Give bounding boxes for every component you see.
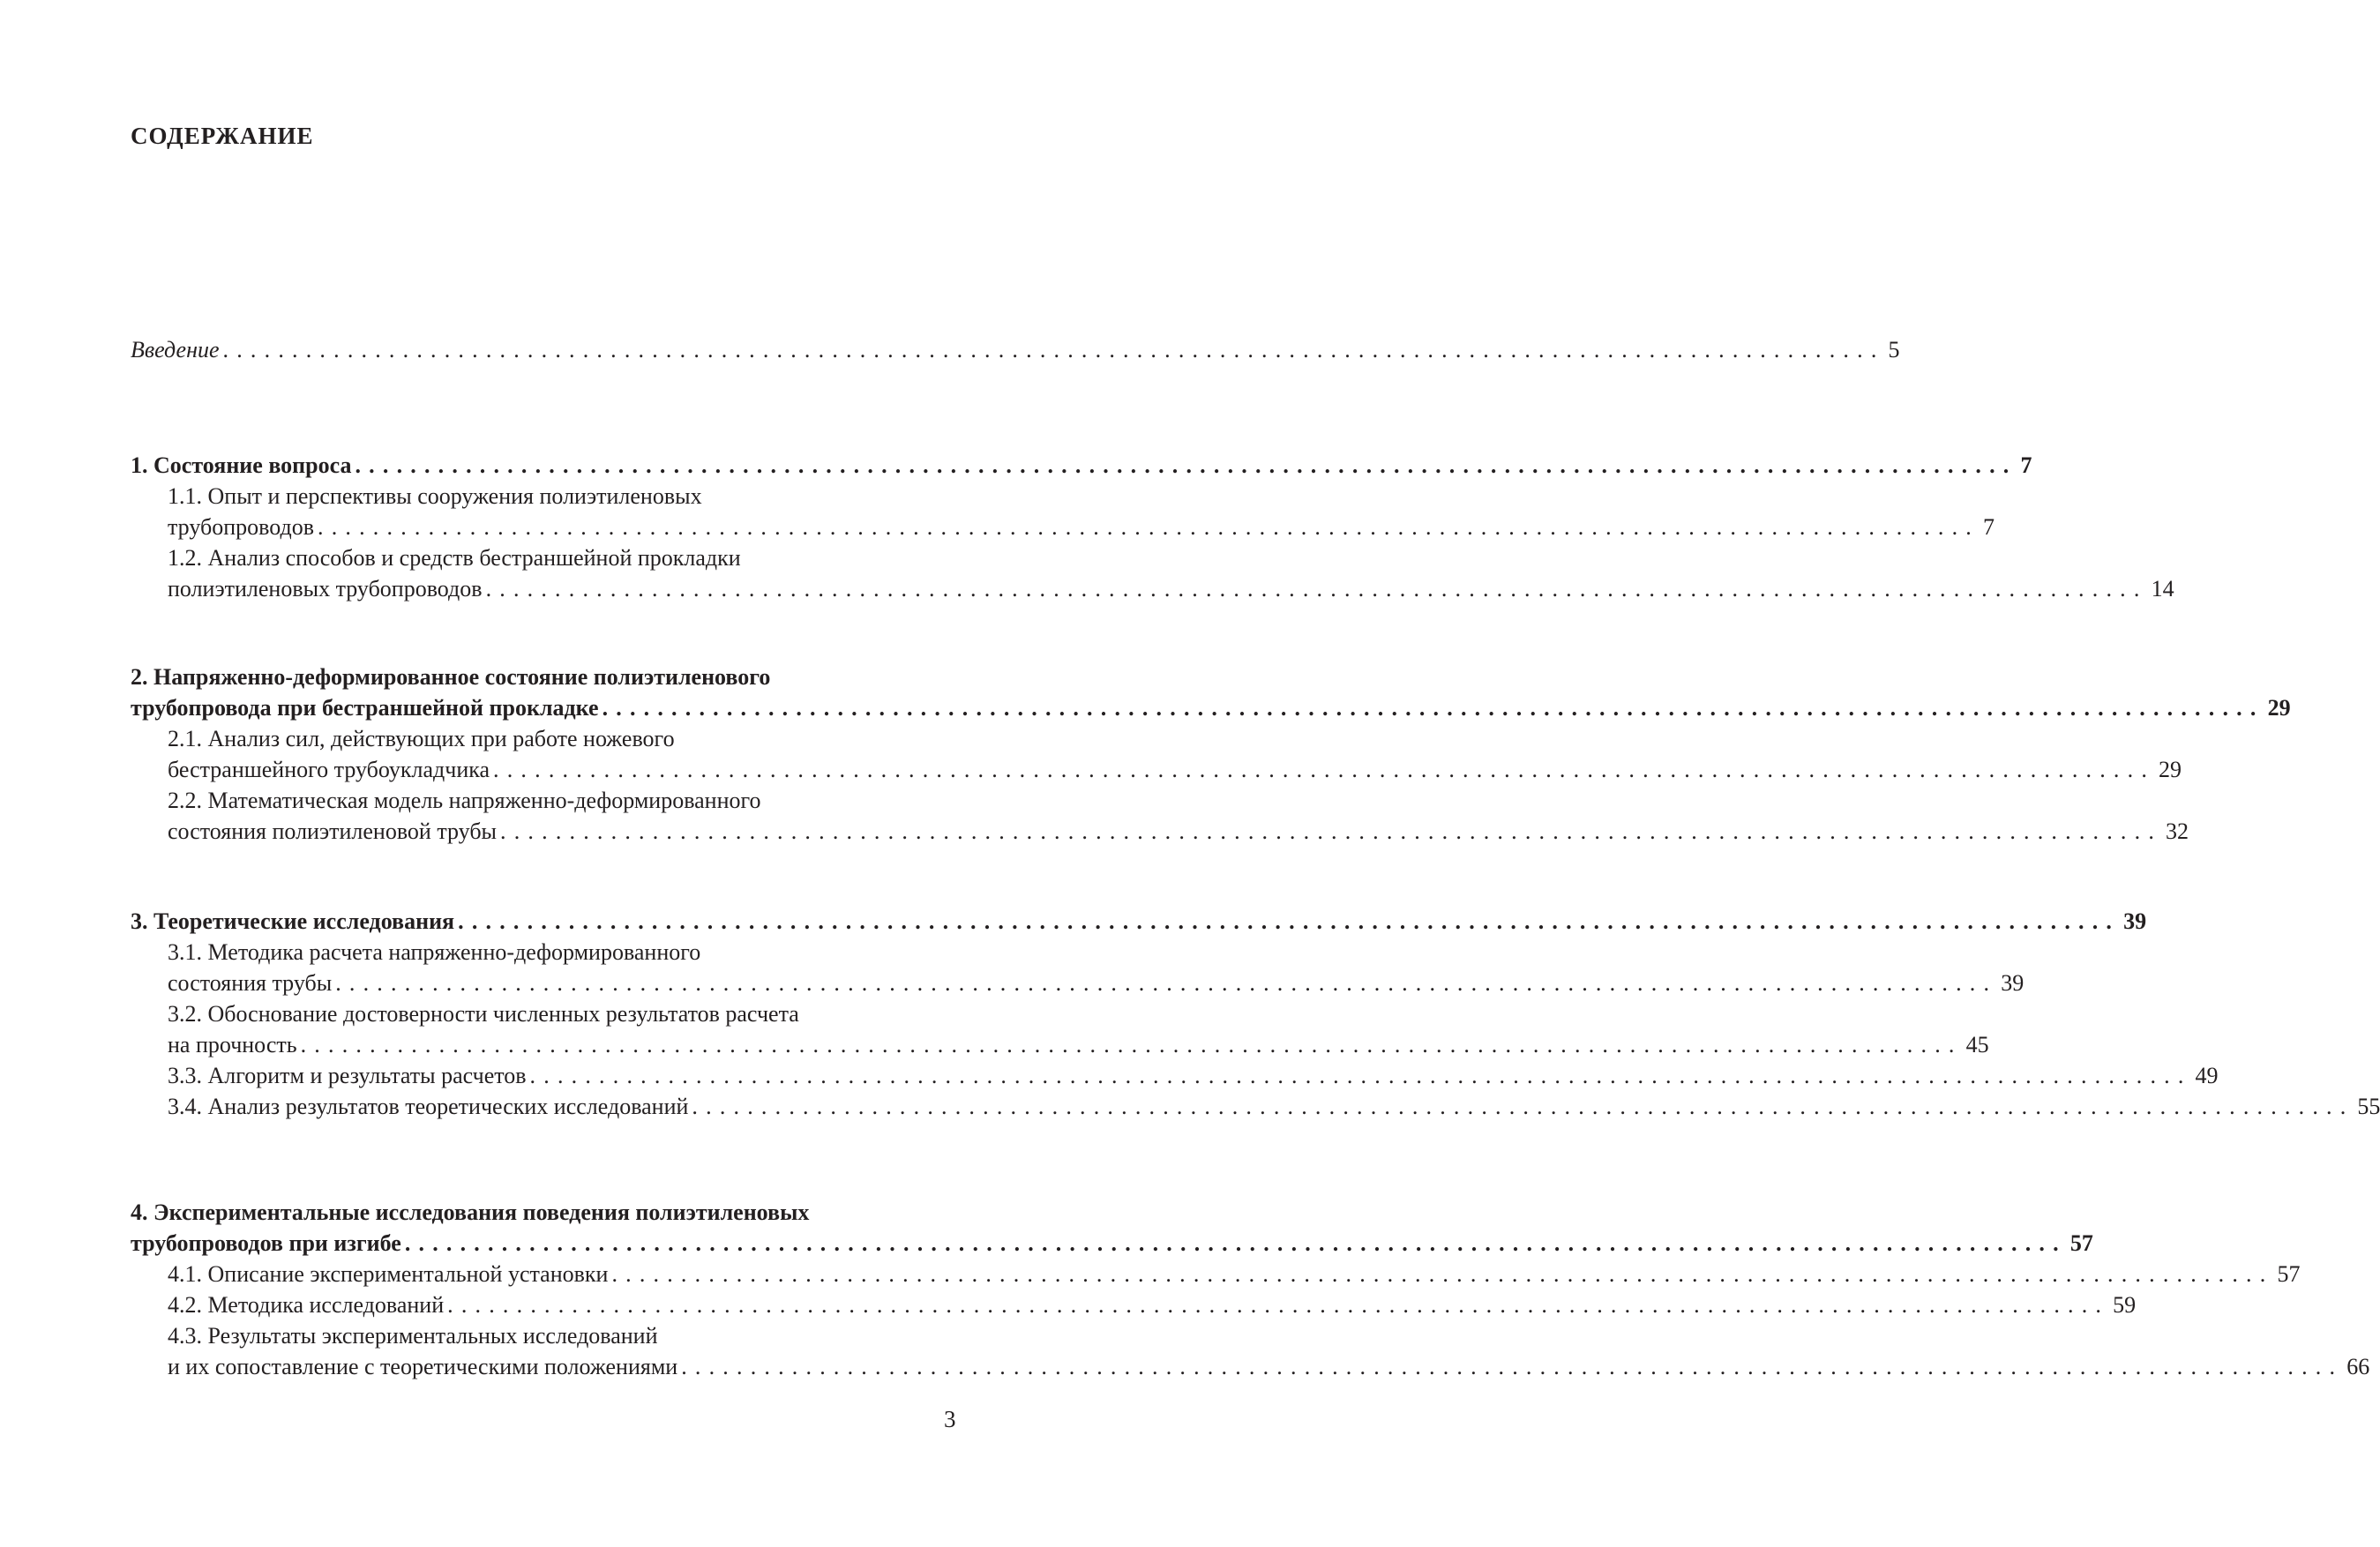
dot-leader: ........................................................................................................................ xyxy=(355,452,2017,478)
toc-entry-label: трубопроводов при изгибе xyxy=(131,1230,401,1256)
toc-entry-label: полиэтиленовых трубопроводов xyxy=(168,576,483,602)
toc-entry-2-1-line-2[interactable] xyxy=(131,754,2182,785)
toc-section-1 xyxy=(131,450,2174,604)
toc-page-number: 55 xyxy=(2357,1094,2380,1119)
toc-entry-intro[interactable] xyxy=(131,334,1900,365)
toc-entry-label: состояния полиэтиленовой трубы xyxy=(168,818,498,844)
dot-leader: ........................................................................................................................ xyxy=(529,1063,2192,1088)
toc-page-number: 39 xyxy=(2123,908,2147,934)
toc-entry-label: 1.2. Анализ способов и средств бестраншейной прокладки xyxy=(168,545,741,571)
toc-entry-label: 2.1. Анализ сил, действующих при работе ножевого xyxy=(168,726,675,751)
toc-entry-label: 2. Напряженно-деформированное состояние полиэтиленового xyxy=(131,664,771,690)
dot-leader: ........................................................................................................................ xyxy=(692,1094,2354,1119)
toc-entry-1-1-line-1[interactable] xyxy=(131,481,965,512)
toc-page-number: 49 xyxy=(2195,1063,2219,1088)
toc-entry-4-3-line-1[interactable] xyxy=(131,1320,965,1351)
page-number: 3 xyxy=(944,1406,956,1432)
dot-leader: ........................................................................................................................ xyxy=(404,1230,2067,1256)
toc-entry-3-1-line-2[interactable] xyxy=(131,968,2024,998)
toc-entry-1-2-line-2[interactable] xyxy=(131,573,2174,604)
dot-leader: ........................................................................................................................ xyxy=(500,818,2163,844)
toc-entry-section-1[interactable] xyxy=(131,450,2032,481)
toc-page-number: 29 xyxy=(2159,757,2182,782)
toc-section-2 xyxy=(131,661,2291,847)
toc-entry-3-3[interactable] xyxy=(131,1060,2219,1091)
dot-leader: ........................................................................................................................ xyxy=(318,514,1980,540)
toc-entry-label: 1.1. Опыт и перспективы сооружения полиэтиленовых xyxy=(168,483,702,509)
toc-entry-4-3-line-2[interactable] xyxy=(131,1351,2370,1382)
toc-page-number: 14 xyxy=(2151,576,2174,602)
toc-entry-2-2-line-1[interactable] xyxy=(131,785,965,816)
dot-leader: ........................................................................................................................ xyxy=(602,695,2264,721)
toc-entry-label: трубопровода при бестраншейной прокладке xyxy=(131,695,599,721)
toc-entry-3-4[interactable] xyxy=(131,1091,2380,1122)
toc-entry-label: 4.1. Описание экспериментальной установки xyxy=(168,1261,609,1287)
dot-leader: ........................................................................................................................ xyxy=(222,337,1885,362)
toc-page-number: 59 xyxy=(2113,1292,2137,1318)
toc-entry-label: 3.4. Анализ результатов теоретических исследований xyxy=(168,1094,689,1119)
toc-page-number: 7 xyxy=(2020,452,2032,478)
toc-page-number: 39 xyxy=(2001,970,2024,996)
page-title: СОДЕРЖАНИЕ xyxy=(131,123,314,149)
toc-section-3 xyxy=(131,906,2380,1122)
toc-entry-label: 1. Состояние вопроса xyxy=(131,452,352,478)
toc-page-number: 5 xyxy=(1888,337,1900,362)
toc-intro xyxy=(131,334,1900,365)
toc-entry-section-4-line-1[interactable] xyxy=(131,1197,965,1228)
dot-leader: ........................................................................................................................ xyxy=(611,1261,2274,1287)
toc-page-number: 7 xyxy=(1983,514,1995,540)
toc-entry-3-2-line-2[interactable] xyxy=(131,1029,1989,1060)
toc-entry-label: 4.3. Результаты экспериментальных исследований xyxy=(168,1323,658,1349)
toc-entry-section-4-line-2[interactable] xyxy=(131,1228,2093,1259)
toc-section-4 xyxy=(131,1197,2370,1382)
toc-entry-label: и их сопоставление с теоретическими положениями xyxy=(168,1354,678,1379)
toc-entry-label: 3.2. Обоснование достоверности численных результатов расчета xyxy=(168,1001,799,1027)
toc-page-number: 57 xyxy=(2069,1230,2093,1256)
toc-entry-label: трубопроводов xyxy=(168,514,314,540)
toc-entry-label: состояния трубы xyxy=(168,970,333,996)
toc-entry-label: Введение xyxy=(131,337,220,362)
toc-page-number: 29 xyxy=(2267,695,2291,721)
toc-entry-2-1-line-1[interactable] xyxy=(131,723,965,754)
toc-entry-3-1-line-1[interactable] xyxy=(131,937,965,968)
toc-entry-label: 4.2. Методика исследований xyxy=(168,1292,445,1318)
toc-entry-2-2-line-2[interactable] xyxy=(131,816,2189,847)
toc-entry-section-2-line-2[interactable] xyxy=(131,692,2291,723)
toc-entry-label: на прочность xyxy=(168,1032,297,1057)
toc-entry-label: 4. Экспериментальные исследования поведения полиэтиленовых xyxy=(131,1199,810,1225)
toc-entry-label: бестраншейного трубоукладчика xyxy=(168,757,490,782)
dot-leader: ........................................................................................................................ xyxy=(447,1292,2110,1318)
dot-leader: ........................................................................................................................ xyxy=(493,757,2156,782)
toc-page-number: 66 xyxy=(2346,1354,2370,1379)
toc-page-number: 45 xyxy=(1965,1032,1989,1057)
toc-entry-label: 3.1. Методика расчета напряженно-деформированного xyxy=(168,939,701,965)
dot-leader: ........................................................................................................................ xyxy=(458,908,2121,934)
toc-entry-section-2-line-1[interactable] xyxy=(131,661,965,692)
toc-page-number: 32 xyxy=(2166,818,2189,844)
toc-entry-1-2-line-1[interactable] xyxy=(131,542,965,573)
toc-page-number: 57 xyxy=(2277,1261,2301,1287)
toc-entry-1-1-line-2[interactable] xyxy=(131,512,1995,542)
toc-entry-label: 3. Теоретические исследования xyxy=(131,908,455,934)
dot-leader: ........................................................................................................................ xyxy=(300,1032,1963,1057)
dot-leader: ........................................................................................................................ xyxy=(485,576,2148,602)
dot-leader: ........................................................................................................................ xyxy=(335,970,1998,996)
toc-entry-label: 3.3. Алгоритм и результаты расчетов xyxy=(168,1063,527,1088)
toc-entry-4-1[interactable] xyxy=(131,1259,2301,1289)
dot-leader: ........................................................................................................................ xyxy=(681,1354,2344,1379)
toc-entry-4-2[interactable] xyxy=(131,1289,2137,1320)
toc-entry-3-2-line-1[interactable] xyxy=(131,998,965,1029)
toc-entry-section-3[interactable] xyxy=(131,906,2147,937)
toc-entry-label: 2.2. Математическая модель напряженно-деформированного xyxy=(168,788,761,813)
